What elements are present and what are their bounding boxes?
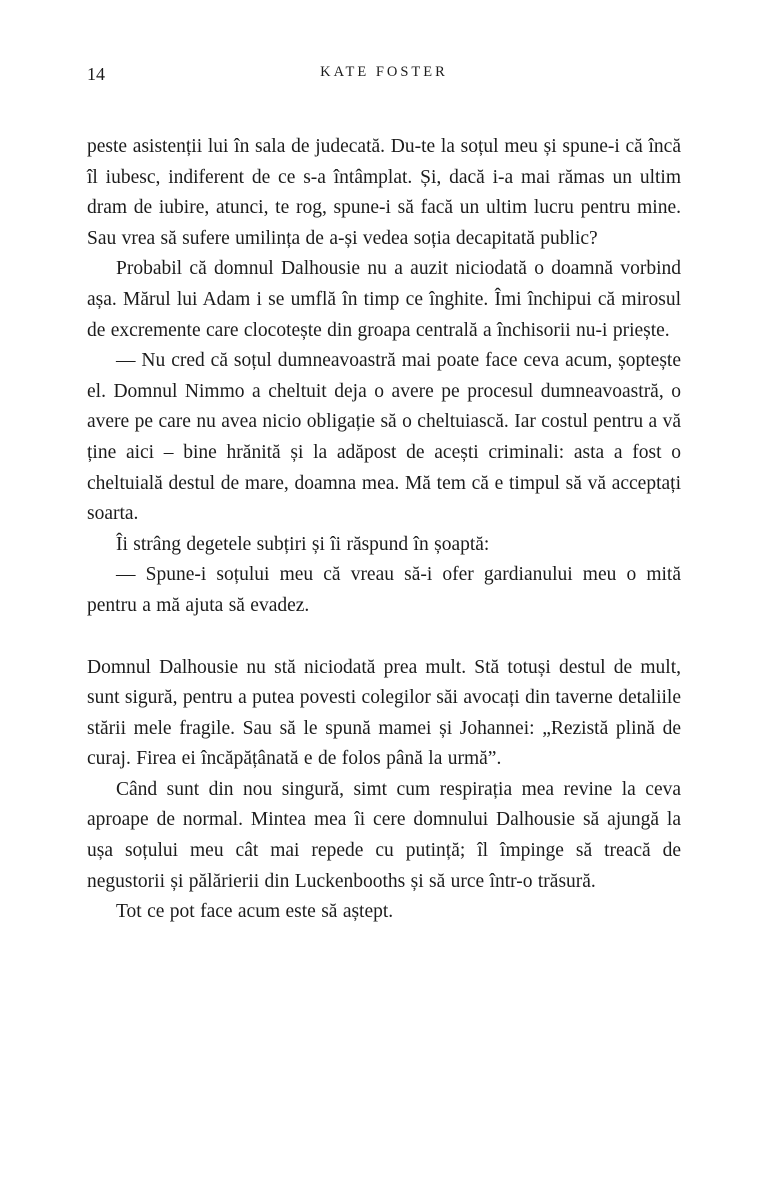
page-body: [87, 132, 681, 928]
paragraph-2: Probabil că domnul Dalhousie nu a auzit niciodată o doamnă vorbind așa. Mărul lui Adam i se umflă în timp ce înghite. Îmi închipui că mirosul de excremente care clocotește din groapa centrală a închisorii nu-i priește.: [87, 258, 681, 341]
running-header-author: KATE FOSTER: [320, 64, 448, 80]
paragraph-3-dialogue: — Nu cred că soțul dumneavoastră mai poate face ceva acum, șoptește el. Domnul Nimmo a cheltuit deja o avere pe procesul dumneavoastră, o avere pe care nu avea nicio obligație să o cheltuiască. Iar costul pentru a vă ține aici – bine hrănită și la adăpost de acești criminali: asta a fost o cheltuială destul de mare, doamna mea. Mă tem că e timpul să vă acceptați soarta.: [87, 350, 681, 525]
paragraph-4: Îi strâng degetele subțiri și îi răspund în șoaptă:: [116, 533, 490, 555]
paragraph-6: Domnul Dalhousie nu stă niciodată prea mult. Stă totuși destul de mult, sunt sigură, pentru a putea povesti colegilor săi avocați din taverne detaliile stării mele fragile. Sau să le spună mamei și Johannei: „Rezistă plină de curaj. Firea ei încăpățânată e de folos până la urmă”.: [87, 656, 681, 770]
paragraph-5-dialogue: — Spune-i soțului meu că vreau să-i ofer gardianului meu o mită pentru a mă ajuta să evadez.: [87, 564, 681, 616]
paragraph-7: Când sunt din nou singură, simt cum respirația mea revine la ceva aproape de normal. Mintea mea îi cere domnului Dalhousie să ajungă la ușa soțului meu cât mai repede cu putință; îl împinge să treacă de negustorii și pălărierii din Luckenbooths și să urce într-o trăsură.: [87, 778, 681, 892]
running-header: [87, 64, 681, 86]
page-number: 14: [87, 64, 105, 84]
paragraph-8: Tot ce pot face acum este să aștept.: [116, 901, 394, 923]
paragraph-1: peste asistenții lui în sala de judecată. Du-te la soțul meu și spune-i că încă îl iubesc, indiferent de ce s-a întâmplat. Și, dacă i-a mai rămas un ultim dram de iubire, atunci, te rog, spune-i să facă un ultim lucru pentru mine. Sau vrea să sufere umilința de a-și vedea soția decapitată public?: [87, 136, 681, 249]
